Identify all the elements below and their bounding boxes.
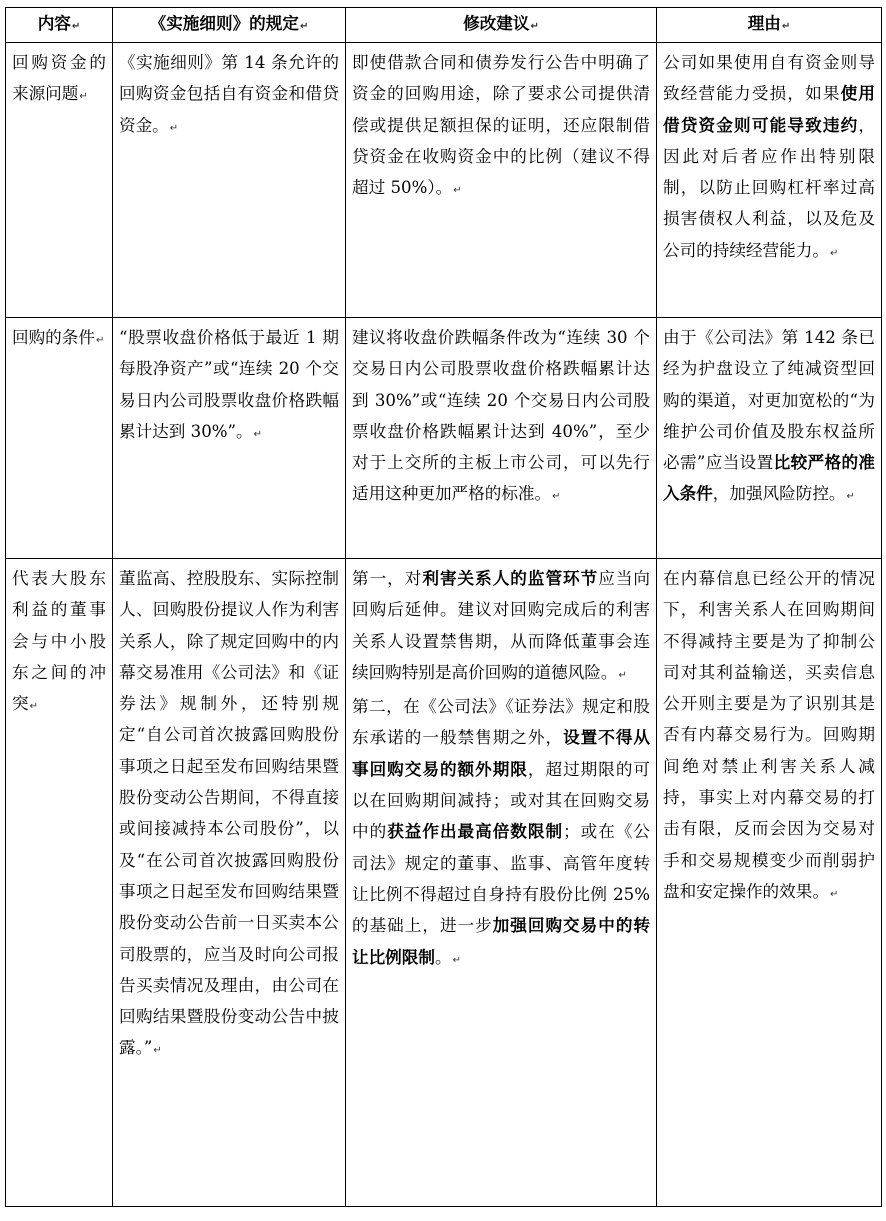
cell-suggestion bbox=[346, 559, 657, 1207]
header-rules: 《实施细则》的规定↵ bbox=[113, 8, 346, 43]
cell-paragraph bbox=[119, 47, 339, 144]
text-segment: 建议将收盘价跌幅条件改为“连续 30 个交易日内公司股票收盘价格跌幅累计达到 30%”或“连续 20 个交易日内公司股票收盘价格跌幅累计达到 40%”，至少对于上交所的主板上市公司，可以先行适用这种更加严格的标准。 bbox=[352, 328, 650, 504]
comparison-table bbox=[5, 7, 882, 1207]
table-row bbox=[6, 43, 882, 318]
cell-suggestion bbox=[346, 318, 657, 559]
text-segment: ，加强风险防控。 bbox=[712, 484, 846, 504]
cell-paragraph bbox=[119, 563, 339, 1067]
header-topic: 内容↵ bbox=[6, 8, 113, 43]
paragraph-mark-icon: ↵ bbox=[95, 335, 105, 346]
cell-rules bbox=[113, 318, 346, 559]
paragraph-mark-icon: ↵ bbox=[781, 21, 791, 32]
text-segment: 第二，在《公司法》《证券法》规定和股东承诺的一般禁售期之外， bbox=[352, 697, 650, 748]
text-segment: ；或在《公司法》规定的董事、监事、高管年度转让比例不得超过自身持有股份比例 25%的基础上，进一步 bbox=[352, 822, 651, 936]
text-segment: 即使借款合同和债券发行公告中明确了资金的回购用途，除了要求公司提供清偿或提供足额担保的证明，还应限制借贷资金在收购资金中的比例（建议不得超过 50%）。 bbox=[352, 53, 650, 198]
paragraph-mark-icon: ↵ bbox=[29, 701, 38, 713]
paragraph-mark-icon: ↵ bbox=[79, 91, 88, 103]
cell-paragraph bbox=[663, 47, 875, 269]
cell-paragraph bbox=[119, 322, 339, 450]
text-segment: 。 bbox=[434, 947, 452, 967]
cell-reason bbox=[657, 318, 882, 559]
paragraph-mark-icon: ↵ bbox=[71, 21, 81, 32]
bold-text-segment: 获益作出最高倍数限制 bbox=[387, 821, 564, 842]
text-segment: ，超过期限的可以在回购期间减持；或对其在回购交易中的 bbox=[352, 759, 651, 842]
cell-paragraph bbox=[12, 563, 106, 722]
cell-paragraph bbox=[352, 563, 650, 691]
paragraph-mark-icon: ↵ bbox=[299, 21, 309, 32]
header-reason: 理由↵ bbox=[657, 8, 882, 43]
paragraph-mark-icon: ↵ bbox=[846, 491, 855, 503]
cell-paragraph bbox=[12, 322, 106, 356]
text-segment: ，因此对后者应作出特别限制，以防止回购杠杆率过高损害债权人利益，以及危及公司的持续经营能力。 bbox=[663, 115, 875, 260]
cell-paragraph bbox=[663, 563, 875, 910]
paragraph-mark-icon: ↵ bbox=[618, 669, 627, 681]
table-row bbox=[6, 318, 882, 559]
cell-paragraph bbox=[352, 322, 650, 513]
cell-topic bbox=[6, 43, 113, 318]
text-segment: 由于《公司法》第 142 条已经为护盘设立了纯减资型回购的渠道，对更加宽松的“为维护公司价值及股东权益所必需”应当设置 bbox=[663, 328, 875, 473]
cell-paragraph bbox=[663, 322, 875, 513]
cell-suggestion bbox=[346, 43, 657, 318]
cell-topic bbox=[6, 559, 113, 1207]
paragraph-mark-icon: ↵ bbox=[829, 247, 839, 259]
text-segment: 回购的条件 bbox=[12, 328, 95, 347]
paragraph-mark-icon: ↵ bbox=[169, 122, 179, 134]
paragraph-mark-icon: ↵ bbox=[453, 185, 462, 197]
table-row bbox=[6, 559, 882, 1207]
paragraph-mark-icon: ↵ bbox=[253, 428, 262, 440]
bold-text-segment: 使用借贷资金则可能导致违约 bbox=[663, 83, 876, 135]
paragraph-mark-icon: ↵ bbox=[452, 954, 461, 966]
text-segment: 公司如果使用自有资金则导致经营能力受损，如果 bbox=[663, 53, 875, 104]
text-segment: 第一，对 bbox=[352, 569, 423, 588]
paragraph-mark-icon: ↵ bbox=[552, 491, 561, 503]
bold-text-segment: 比较严格的准入条件 bbox=[663, 452, 876, 504]
cell-topic bbox=[6, 318, 113, 559]
bold-text-segment: 设置不得从事回购交易的额外期限 bbox=[352, 727, 651, 779]
paragraph-mark-icon: ↵ bbox=[530, 21, 539, 32]
cell-paragraph bbox=[352, 47, 650, 206]
paragraph-mark-icon: ↵ bbox=[829, 888, 839, 900]
text-segment: 回购资金的来源问题 bbox=[12, 53, 106, 104]
text-segment: “股票收盘价格低于最近 1 期每股净资产”或“连续 20 个交易日内公司股票收盘价格跌幅累计达到 30%”。 bbox=[119, 328, 339, 441]
cell-reason bbox=[657, 43, 882, 318]
paragraph-mark-icon: ↵ bbox=[153, 1045, 162, 1057]
table-header-row bbox=[6, 8, 882, 43]
text-segment: 《实施细则》第 14 条允许的回购资金包括自有资金和借贷资金。 bbox=[119, 53, 339, 135]
cell-reason bbox=[657, 559, 882, 1207]
cell-rules bbox=[113, 559, 346, 1207]
text-segment: 代表大股东利益的董事会与中小股东之间的冲突 bbox=[12, 569, 106, 714]
text-segment: 应当向回购后延伸。建议对回购完成后的利害关系人设置禁售期，从而降低董事会连续回购特别是高价回购的道德风险。 bbox=[352, 569, 651, 682]
text-segment: 董监高、控股股东、实际控制人、回购股份提议人作为利害关系人，除了规定回购中的内幕交易准用《公司法》和《证券法》规制外，还特别规定“自公司首次披露回购股份事项之日起至发布回购结果暨股份变动公告期间，不得直接或间接减持本公司股份”，以及“在公司首次披露回购股份事项之日起至发布回购结果暨股份变动公告前一日买卖本公司股票的，应当及时向公司报告买卖情况及理由，由公司在回购结果暨股份变动公告中披露。” bbox=[119, 569, 339, 1058]
text-segment: 在内幕信息已经公开的情况下，利害关系人在回购期间不得减持主要是为了抑制公司对其利益输送，买卖信息公开则主要是为了识别其是否有内幕交易行为。回购期间绝对禁止利害关系人减持，事实上对内幕交易的打击有限，反而会因为交易对手和交易规模变少而削弱护盘和安定操作的效果。 bbox=[663, 569, 875, 901]
cell-paragraph bbox=[12, 47, 106, 113]
cell-rules bbox=[113, 43, 346, 318]
cell-paragraph bbox=[352, 691, 650, 976]
bold-text-segment: 加强回购交易中的转让比例限制 bbox=[352, 915, 650, 967]
bold-text-segment: 利害关系人的监管环节 bbox=[422, 568, 599, 588]
header-suggestion: 修改建议↵ bbox=[346, 8, 657, 43]
